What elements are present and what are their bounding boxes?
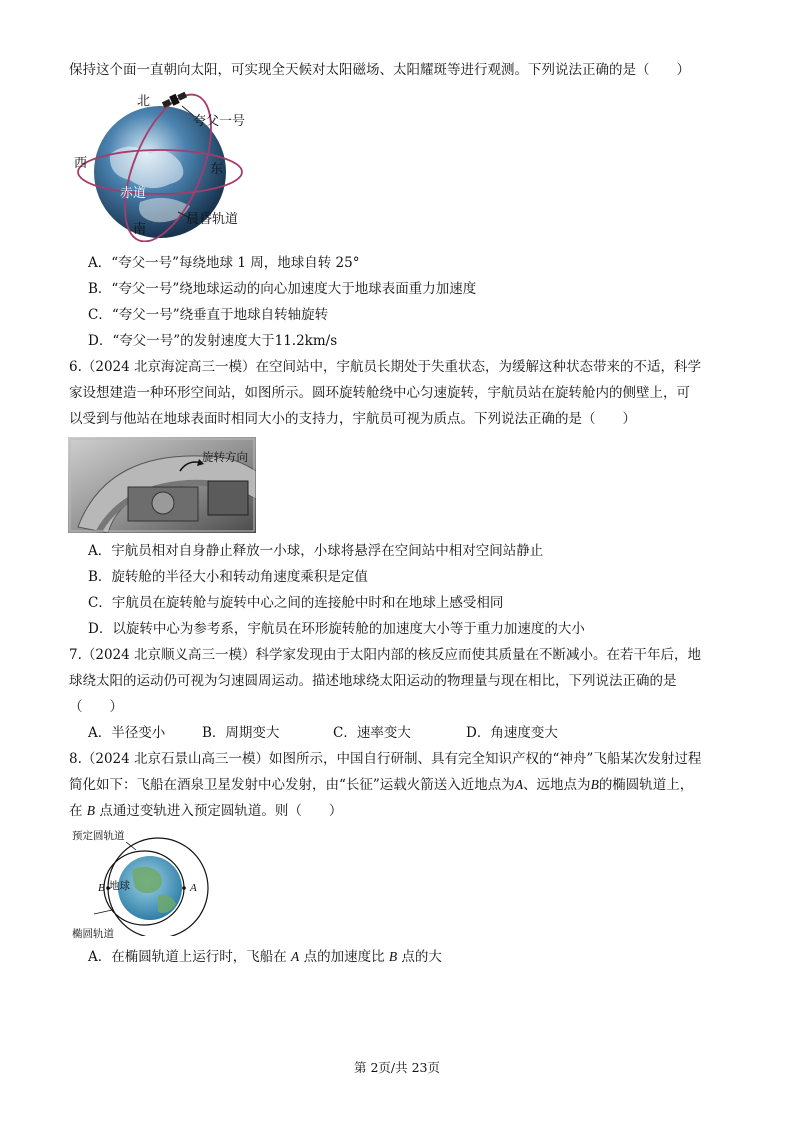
station-arm — [208, 481, 248, 515]
point-a-marker — [182, 886, 186, 890]
ellipse-orbit-pointer — [94, 910, 112, 914]
q5-option-c: C．“夸父一号”绕垂直于地球自转轴旋转 — [88, 307, 329, 323]
figure-east-label: 东 — [210, 162, 224, 177]
figure-orbit-label: 晨昏轨道 — [186, 212, 239, 227]
earth-label: 地球 — [109, 880, 130, 892]
q7-stem-line: 7.（2024 北京顺义高三一模）科学家发现由于太阳内部的核反应而使其质量在不断减小。在若干年后，地 — [69, 647, 702, 663]
q8-stem-line: 简化如下：飞船在酒泉卫星发射中心发射，由“长征”运载火箭送入近地点为A、远地点为B的椭圆轨道上， — [69, 777, 694, 793]
q7-option-b: B．周期变大 — [202, 725, 280, 741]
elliptical-orbit-label: 椭圆轨道 — [72, 928, 114, 940]
satellite-icon — [161, 90, 188, 110]
point-a-label: A — [190, 882, 197, 894]
station-node — [152, 492, 174, 514]
q6-option-a: A．宇航员相对自身静止释放一小球，小球将悬浮在空间站中相对空间站静止 — [88, 543, 544, 559]
q7-option-a: A．半径变小 — [88, 725, 166, 741]
figure-satellite-label: 夸父一号 — [193, 114, 246, 129]
q5-option-b: B．“夸父一号”绕地球运动的向心加速度大于地球表面重力加速度 — [88, 281, 477, 297]
q8-option-a: A．在椭圆轨道上运行时，飞船在 A 点的加速度比 B 点的大 — [88, 949, 442, 965]
q5-option-a: A．“夸父一号”每绕地球 1 周，地球自转 25° — [88, 255, 360, 271]
q7-option-c: C．速率变大 — [333, 725, 411, 741]
q6-stem-line: 家设想建造一种环形空间站，如图所示。圆环旋转舱绕中心匀速旋转，宇航员站在旋转舱内的侧壁上，可 — [69, 385, 690, 401]
figure-equator-label: 赤道 — [120, 186, 147, 201]
point-b-label: B — [98, 882, 105, 894]
q6-option-c: C．宇航员在旋转舱与旋转中心之间的连接舱中时和在地球上感受相同 — [88, 595, 504, 611]
figure-north-label: 北 — [137, 94, 151, 109]
q6-stem-line: 6.（2024 北京海淀高三一模）在空间站中，宇航员长期处于失重状态，为缓解这种状态带来的不适，科学 — [69, 359, 702, 375]
rotation-direction-label: 旋转方向 — [202, 450, 248, 464]
q8-stem-line: 8.（2024 北京石景山高三一模）如图所示，中国自行研制、具有完全知识产权的“神舟”飞船某次发射过程 — [69, 751, 702, 767]
intro-text: 保持这个面一直朝向太阳，可实现全天候对太阳磁场、太阳耀斑等进行观测。下列说法正确的是（ ） — [69, 62, 690, 78]
figure-south-label: 南 — [133, 222, 147, 237]
q7-stem-line: （ ） — [69, 699, 123, 715]
circular-orbit-label: 预定圆轨道 — [72, 830, 125, 842]
q6-option-d: D．以旋转中心为参考系，宇航员在环形旋转舱的加速度大小等于重力加速度的大小 — [88, 621, 585, 637]
q7-stem-line: 球绕太阳的运动仍可视为匀速圆周运动。描述地球绕太阳运动的物理量与现在相比，下列说法正确的是 — [69, 673, 677, 689]
page-footer: 第 2页/共 23页 — [353, 1060, 441, 1075]
q6-stem-line: 以受到与他站在地球表面时相同大小的支持力，宇航员可视为质点。下列说法正确的是（ ） — [69, 411, 636, 427]
q6-option-b: B．旋转舱的半径大小和转动角速度乘积是定值 — [88, 569, 368, 585]
q7-option-d: D．角速度变大 — [466, 725, 558, 741]
q8-stem-line: 在 B 点通过变轨进入预定圆轨道。则（ ） — [69, 803, 343, 819]
figure-west-label: 西 — [74, 156, 88, 171]
q5-option-d: D．“夸父一号”的发射速度大于11.2km/s — [88, 333, 338, 349]
